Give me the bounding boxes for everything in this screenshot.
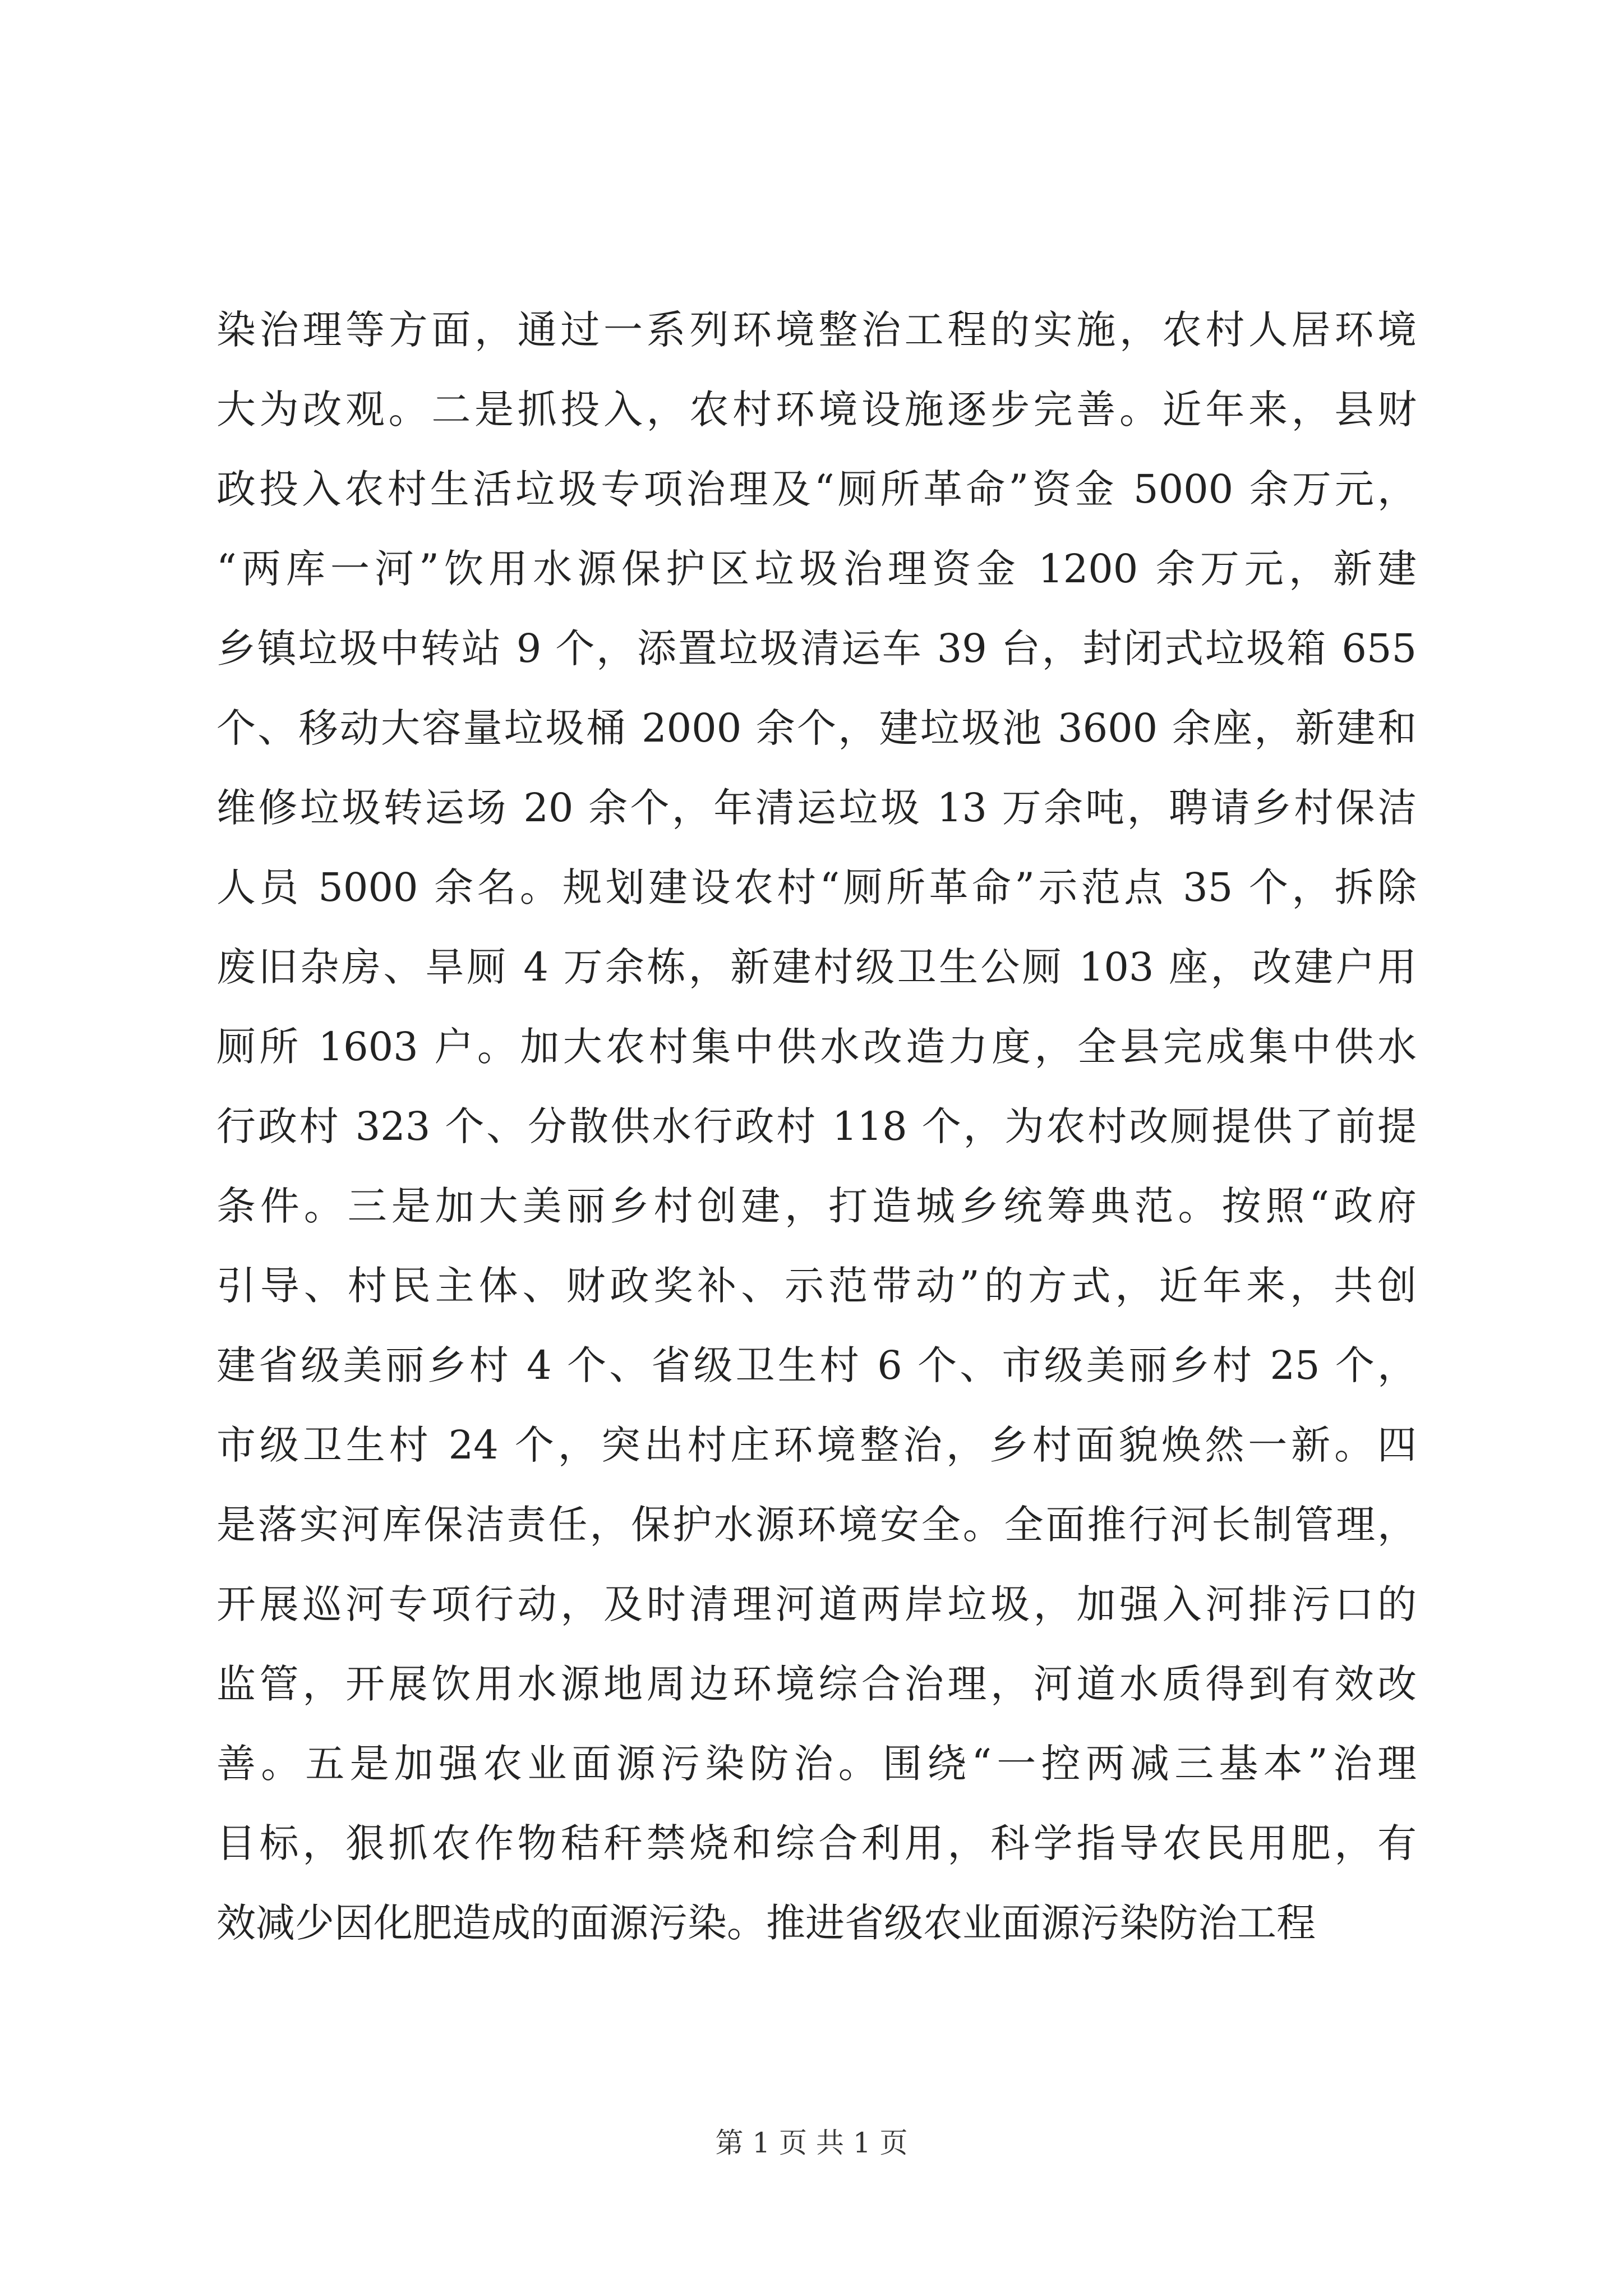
text-line: 废旧杂房、旱厕 4 万余栋，新建村级卫生公厕 103 座，改建户用 <box>216 944 1417 990</box>
text-line: 目标，狠抓农作物秸秆禁烧和综合利用，科学指导农民用肥，有 <box>216 1820 1417 1866</box>
text-line: 善。五是加强农业面源污染防治。围绕“一控两减三基本”治理 <box>216 1741 1417 1787</box>
text-line: 厕所 1603 户。加大农村集中供水改造力度，全县完成集中供水 <box>216 1024 1417 1070</box>
page-footer: 第 1 页 共 1 页 <box>715 2127 908 2159</box>
text-line: 个、移动大容量垃圾桶 2000 余个，建垃圾池 3600 余座，新建和 <box>216 705 1417 751</box>
text-line: 染治理等方面，通过一系列环境整治工程的实施，农村人居环境 <box>216 307 1417 353</box>
body-text <box>216 303 1417 1976</box>
text-line: 乡镇垃圾中转站 9 个，添置垃圾清运车 39 台，封闭式垃圾箱 655 <box>216 625 1417 671</box>
text-line: 监管，开展饮用水源地周边环境综合治理，河道水质得到有效改 <box>216 1661 1417 1707</box>
text-line: 维修垃圾转运场 20 余个，年清运垃圾 13 万余吨，聘请乡村保洁 <box>216 785 1417 831</box>
text-line: “两库一河”饮用水源保护区垃圾治理资金 1200 余万元，新建 <box>216 546 1417 592</box>
text-line: 条件。三是加大美丽乡村创建，打造城乡统筹典范。按照“政府 <box>216 1183 1417 1229</box>
text-line: 是落实河库保洁责任，保护水源环境安全。全面推行河长制管理， <box>216 1502 1417 1548</box>
text-line: 人员 5000 余名。规划建设农村“厕所革命”示范点 35 个，拆除 <box>216 864 1417 910</box>
text-line: 效减少因化肥造成的面源污染。推进省级农业面源污染防治工程 <box>216 1900 1316 1946</box>
text-line: 政投入农村生活垃圾专项治理及“厕所革命”资金 5000 余万元， <box>216 466 1417 512</box>
text-line: 建省级美丽乡村 4 个、省级卫生村 6 个、市级美丽乡村 25 个， <box>216 1342 1417 1388</box>
text-line: 市级卫生村 24 个，突出村庄环境整治，乡村面貌焕然一新。四 <box>216 1422 1417 1468</box>
text-line: 大为改观。二是抓投入，农村环境设施逐步完善。近年来，县财 <box>216 386 1417 432</box>
text-line: 引导、村民主体、财政奖补、示范带动”的方式，近年来，共创 <box>216 1263 1417 1309</box>
text-line: 开展巡河专项行动，及时清理河道两岸垃圾，加强入河排污口的 <box>216 1581 1417 1627</box>
text-line: 行政村 323 个、分散供水行政村 118 个，为农村改厕提供了前提 <box>216 1103 1417 1149</box>
